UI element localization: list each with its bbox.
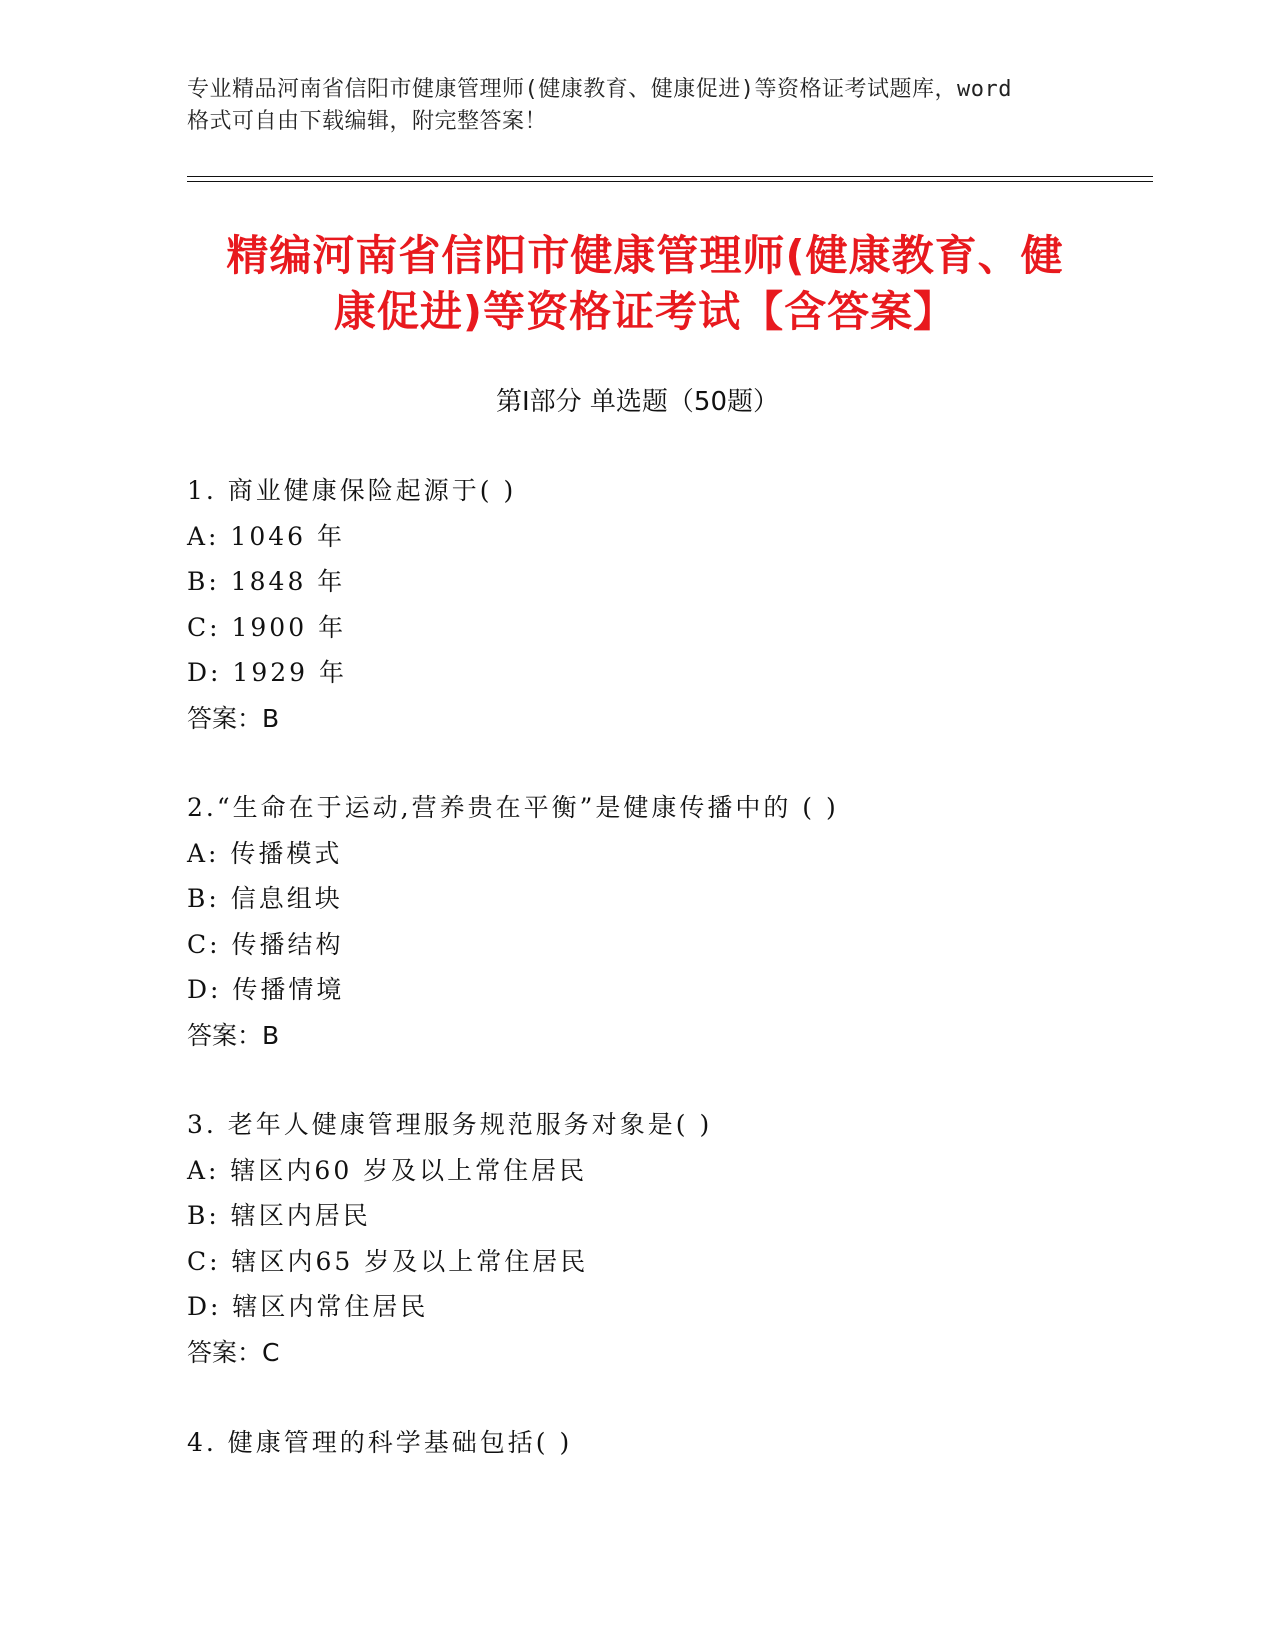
option-a: A: 辖区内60 岁及以上常住居民: [187, 1155, 588, 1185]
section-heading: 第Ⅰ部分 单选题（50题）: [495, 387, 780, 417]
question-2: [187, 785, 1147, 1058]
question-1: [187, 468, 1147, 741]
option-d: D: 1929 年: [187, 658, 347, 687]
document-title-line-1: 精编河南省信阳市健康管理师(健康教育、健: [226, 231, 1064, 280]
header-rule-top: [187, 176, 1153, 177]
header-note-line-2: 格式可自由下载编辑，附完整答案！: [187, 109, 548, 134]
option-d: D: 传播情境: [187, 975, 345, 1004]
option-b: B: 1848 年: [187, 567, 346, 596]
option-c: C: 1900 年: [187, 612, 347, 642]
header-note: [187, 74, 1087, 138]
question-stem: 4. 健康管理的科学基础包括( ): [187, 1428, 573, 1457]
option-a: A: 传播模式: [187, 838, 343, 868]
document-title: [185, 228, 1105, 340]
answer-text: 答案：B: [187, 1020, 280, 1050]
option-d: D: 辖区内常住居民: [187, 1292, 429, 1321]
question-stem: 3. 老年人健康管理服务规范服务对象是( ): [187, 1110, 713, 1139]
header-rule-bottom: [187, 181, 1153, 182]
question-stem: 1. 商业健康保险起源于( ): [187, 476, 517, 505]
option-c: C: 辖区内65 岁及以上常住居民: [187, 1246, 589, 1276]
option-a: A: 1046 年: [187, 521, 345, 551]
option-b: B: 信息组块: [187, 884, 343, 913]
document-title-line-2: 康促进)等资格证考试【含答案】: [333, 287, 957, 336]
answer-text: 答案：C: [187, 1337, 280, 1367]
question-stem: 2.“生命在于运动,营养贵在平衡”是健康传播中的 ( ): [187, 793, 839, 822]
option-c: C: 传播结构: [187, 929, 344, 959]
question-3: [187, 1102, 1147, 1375]
option-b: B: 辖区内居民: [187, 1201, 371, 1230]
question-4: [187, 1420, 1147, 1466]
header-note-line-1: 专业精品河南省信阳市健康管理师(健康教育、健康促进)等资格证考试题库，word: [187, 77, 1012, 102]
answer-text: 答案：B: [187, 703, 280, 733]
